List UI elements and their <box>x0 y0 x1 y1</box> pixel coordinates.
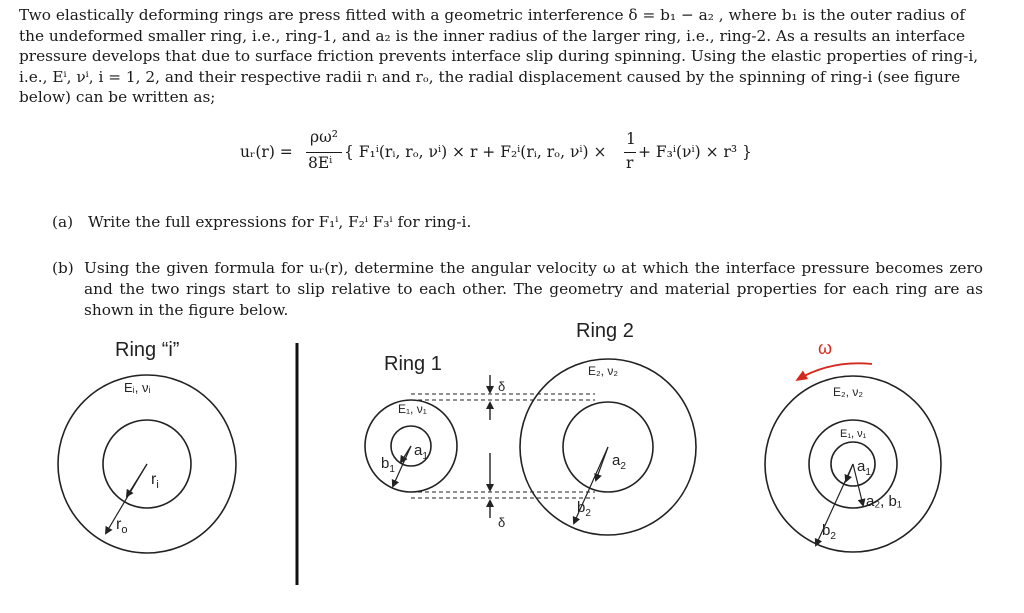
question-a-text: Write the full expressions for F₁ⁱ, F₂ⁱ F₃ⁱ for ring-i. <box>87 213 472 231</box>
question-a-label: (a) <box>52 213 74 231</box>
assembled-rings-diagram <box>765 338 941 552</box>
ring-1-a1-label: $a_1$ <box>414 442 428 462</box>
equation-tail: + F₃ⁱ(νⁱ) × r³ } <box>638 143 752 161</box>
ring-i-ro-label: $r_o$ <box>116 516 128 536</box>
intro-line-3: pressure develops that due to surface friction prevents interface slip during spinning. Using the elastic properties of ring-i, <box>19 47 979 65</box>
ring-2-a2-label: $a_2$ <box>612 452 626 472</box>
ring-2-b2-label: $b_2$ <box>577 499 591 519</box>
assembly-props-outer: E₂, ν₂ <box>833 385 863 399</box>
delta-bottom-label: δ <box>498 515 506 530</box>
assembly-a1-label: $a_1$ <box>857 458 871 478</box>
ring-1-diagram <box>365 353 457 492</box>
ring-i-ro-arrow <box>106 464 147 533</box>
omega-label: ω <box>818 338 833 358</box>
assembly-b2-label: $b_2$ <box>822 522 836 542</box>
intro-line-4: i.e., Eⁱ, νⁱ, i = 1, 2, and their respective radii rᵢ and rₒ, the radial displacement caused by the spinning of ring-i (see figure <box>19 67 961 86</box>
question-b-text: Using the given formula for uᵣ(r), determine the angular velocity ω at which the interface pressure becomes zero and the two rings start to slip relative to each other. The geometry and material properties for each ring are as shown in the figure below. <box>84 259 983 319</box>
ring-2-title: Ring 2 <box>576 320 634 342</box>
ring-1-b1-label: $b_1$ <box>381 455 395 475</box>
ring-i-diagram <box>58 339 236 553</box>
ring-2-props: E₂, ν₂ <box>588 364 618 378</box>
intro-line-2: the undeformed smaller ring, i.e., ring-1, and a₂ is the inner radius of the larger ring, i.e., ring-2. As a results an interface <box>19 26 966 45</box>
equation-lhs: uᵣ(r) = <box>240 143 293 161</box>
question-b-label: (b) <box>52 259 74 277</box>
ring-i-ri-label: $r_i$ <box>151 471 159 491</box>
interference-indicator <box>411 375 595 530</box>
intro-line-1: Two elastically deforming rings are press fitted with a geometric interference δ = b₁ − a₂ , where b₁ is the outer radius of <box>19 6 965 24</box>
delta-top-label: δ <box>498 379 506 394</box>
equation-frac-den: 8Eⁱ <box>308 154 333 172</box>
equation-frac-num: ρω² <box>310 128 338 146</box>
ring-i-props: Eᵢ, νᵢ <box>124 380 151 395</box>
assembly-a2b1-label: a₂, b₁ <box>866 493 902 510</box>
assembly-props-inner: E₁, ν₁ <box>840 428 867 440</box>
equation-body: { F₁ⁱ(rᵢ, rₒ, νⁱ) × r + F₂ⁱ(rᵢ, rₒ, νⁱ) × <box>344 143 607 161</box>
equation-frac2-num: 1 <box>626 130 636 148</box>
equation-frac2-den: r <box>626 154 634 172</box>
intro-line-5: below) can be written as; <box>19 88 216 106</box>
ring-1-title: Ring 1 <box>384 353 442 375</box>
ring-i-title: Ring “i” <box>115 339 180 361</box>
ring-1-props: E₁, ν₁ <box>398 402 427 416</box>
ring-2-diagram <box>520 320 696 535</box>
